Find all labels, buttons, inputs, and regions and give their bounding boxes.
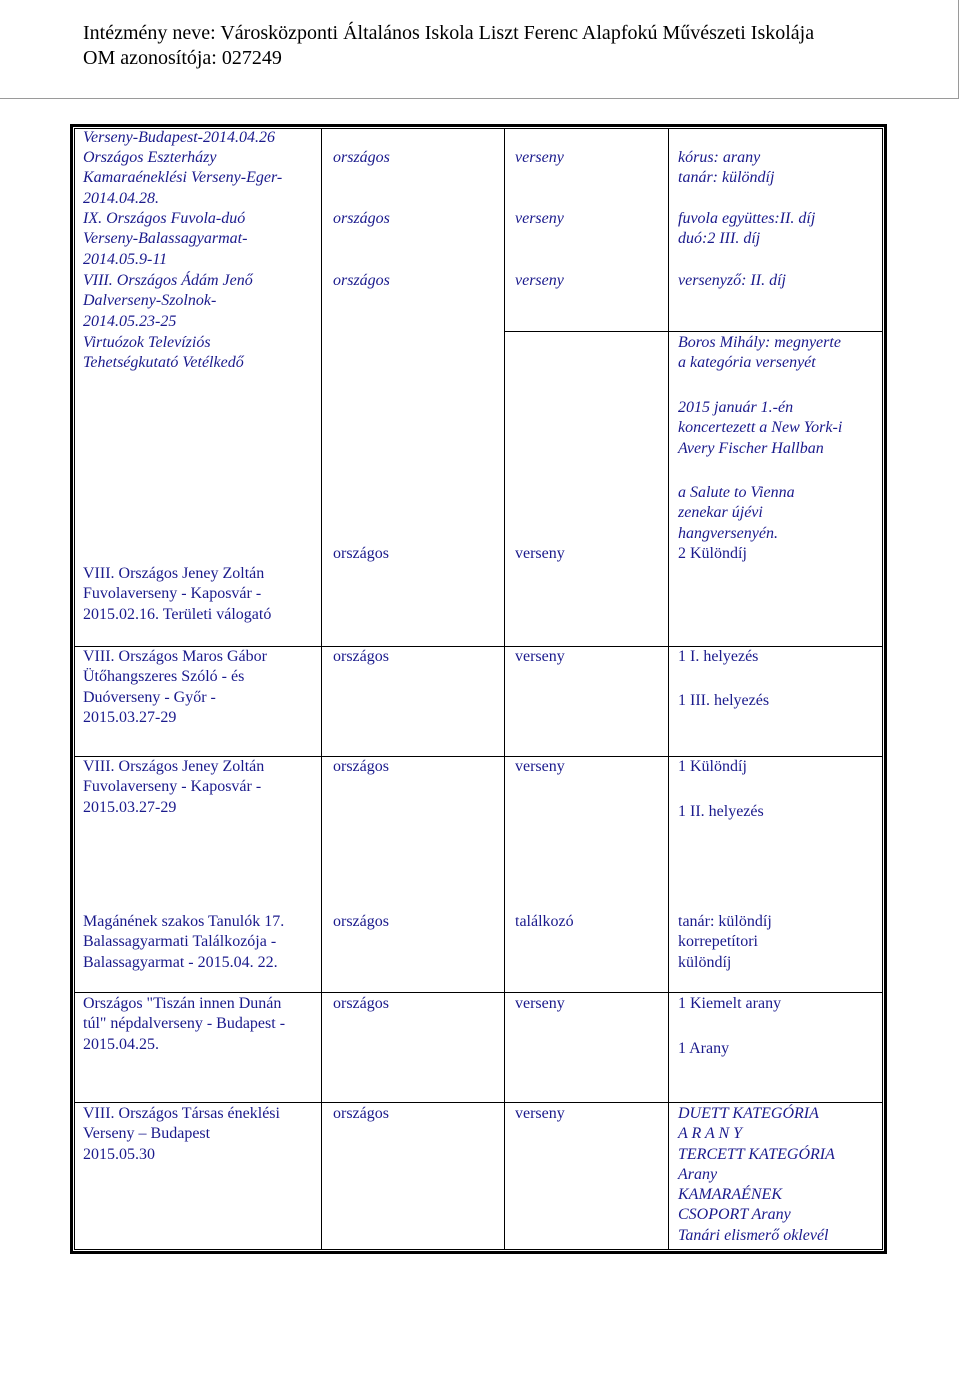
level-cell: országos — [333, 272, 390, 289]
event-cell: Virtuózok Televíziós Tehetségkutató Vetélkedő — [83, 334, 244, 372]
level-cell: országos — [333, 995, 389, 1012]
type-cell: verseny — [515, 210, 564, 227]
result-cell-secondary: 1 II. helyezés — [678, 803, 764, 820]
event-cell: VIII. Országos Jeney Zoltán Fuvolaverseny - Kaposvár - 2015.03.27-29 — [83, 758, 265, 816]
result-cell-secondary: 1 III. helyezés — [678, 692, 770, 709]
result-cell: fuvola együttes:II. díj duó:2 III. díj — [678, 210, 816, 248]
event-cell: Verseny-Budapest-2014.04.26 — [83, 129, 275, 146]
level-cell: országos — [333, 210, 390, 227]
level-cell: országos — [333, 913, 389, 930]
result-cell: tanár: különdíj korrepetítori különdíj — [678, 913, 772, 971]
level-cell: országos — [333, 149, 390, 166]
row-divider-partial — [504, 331, 883, 332]
event-cell: Országos Eszterházy Kamaraéneklési Verseny-Eger- 2014.04.28. — [83, 149, 283, 207]
event-cell: VIII. Országos Ádám Jenő Dalverseny-Szolnok- 2014.05.23-25 — [83, 272, 253, 330]
type-cell: verseny — [515, 545, 565, 562]
result-cell: 1 I. helyezés — [678, 648, 759, 665]
result-cell: versenyző: II. díj — [678, 272, 786, 289]
level-cell: országos — [333, 758, 389, 775]
col-divider-3 — [668, 128, 669, 1250]
type-cell: találkozó — [515, 913, 574, 930]
col-divider-2 — [504, 128, 505, 1250]
institution-name: Intézmény neve: Városközponti Általános Iskola Liszt Ferenc Alapfokú Művészeti Iskolája — [83, 22, 815, 44]
type-cell: verseny — [515, 272, 564, 289]
result-cell: 1 Kiemelt arany — [678, 995, 782, 1012]
om-id: OM azonosítója: 027249 — [83, 47, 282, 69]
row-divider — [74, 1102, 883, 1103]
result-cell: 2015 január 1.-én koncertezett a New York-i Avery Fischer Hallban — [678, 399, 843, 457]
result-cell: Boros Mihály: megnyerte a kategória versenyét — [678, 334, 841, 372]
type-cell: verseny — [515, 995, 565, 1012]
event-cell: Országos "Tiszán innen Dunán túl" népdalverseny - Budapest - 2015.04.25. — [83, 995, 286, 1053]
event-cell: VIII. Országos Társas éneklési Verseny – Budapest 2015.05.30 — [83, 1105, 280, 1163]
result-cell: 2 Különdíj — [678, 545, 747, 562]
col-divider-1 — [321, 128, 322, 1250]
result-cell: 1 Különdíj — [678, 758, 747, 775]
result-cell: kórus: arany tanár: különdíj — [678, 149, 775, 187]
level-cell: országos — [333, 545, 389, 562]
type-cell: verseny — [515, 1105, 565, 1122]
type-cell: verseny — [515, 149, 564, 166]
event-cell: VIII. Országos Jeney Zoltán Fuvolaverseny - Kaposvár - 2015.02.16. Területi válogató — [83, 565, 272, 623]
row-divider — [74, 992, 883, 993]
result-cell-secondary: 1 Arany — [678, 1040, 730, 1057]
event-cell: Magánének szakos Tanulók 17. Balassagyarmati Találkozója - Balassagyarmat - 2015.04. 22. — [83, 913, 285, 971]
event-cell: IX. Országos Fuvola-duó Verseny-Balassagyarmat- 2014.05.9-11 — [83, 210, 248, 268]
level-cell: országos — [333, 1105, 389, 1122]
level-cell: országos — [333, 648, 389, 665]
result-cell: a Salute to Vienna zenekar újévi hangversenyén. — [678, 484, 795, 542]
result-cell: DUETT KATEGÓRIA A R A N Y TERCETT KATEGÓRIA Arany KAMARAÉNEK CSOPORT Arany Tanári elismerő oklevél — [678, 1105, 835, 1244]
event-cell: VIII. Országos Maros Gábor Ütőhangszeres Szóló - és Duóverseny - Győr - 2015.03.27-29 — [83, 648, 267, 726]
page-header — [0, 0, 959, 99]
type-cell: verseny — [515, 758, 565, 775]
type-cell: verseny — [515, 648, 565, 665]
